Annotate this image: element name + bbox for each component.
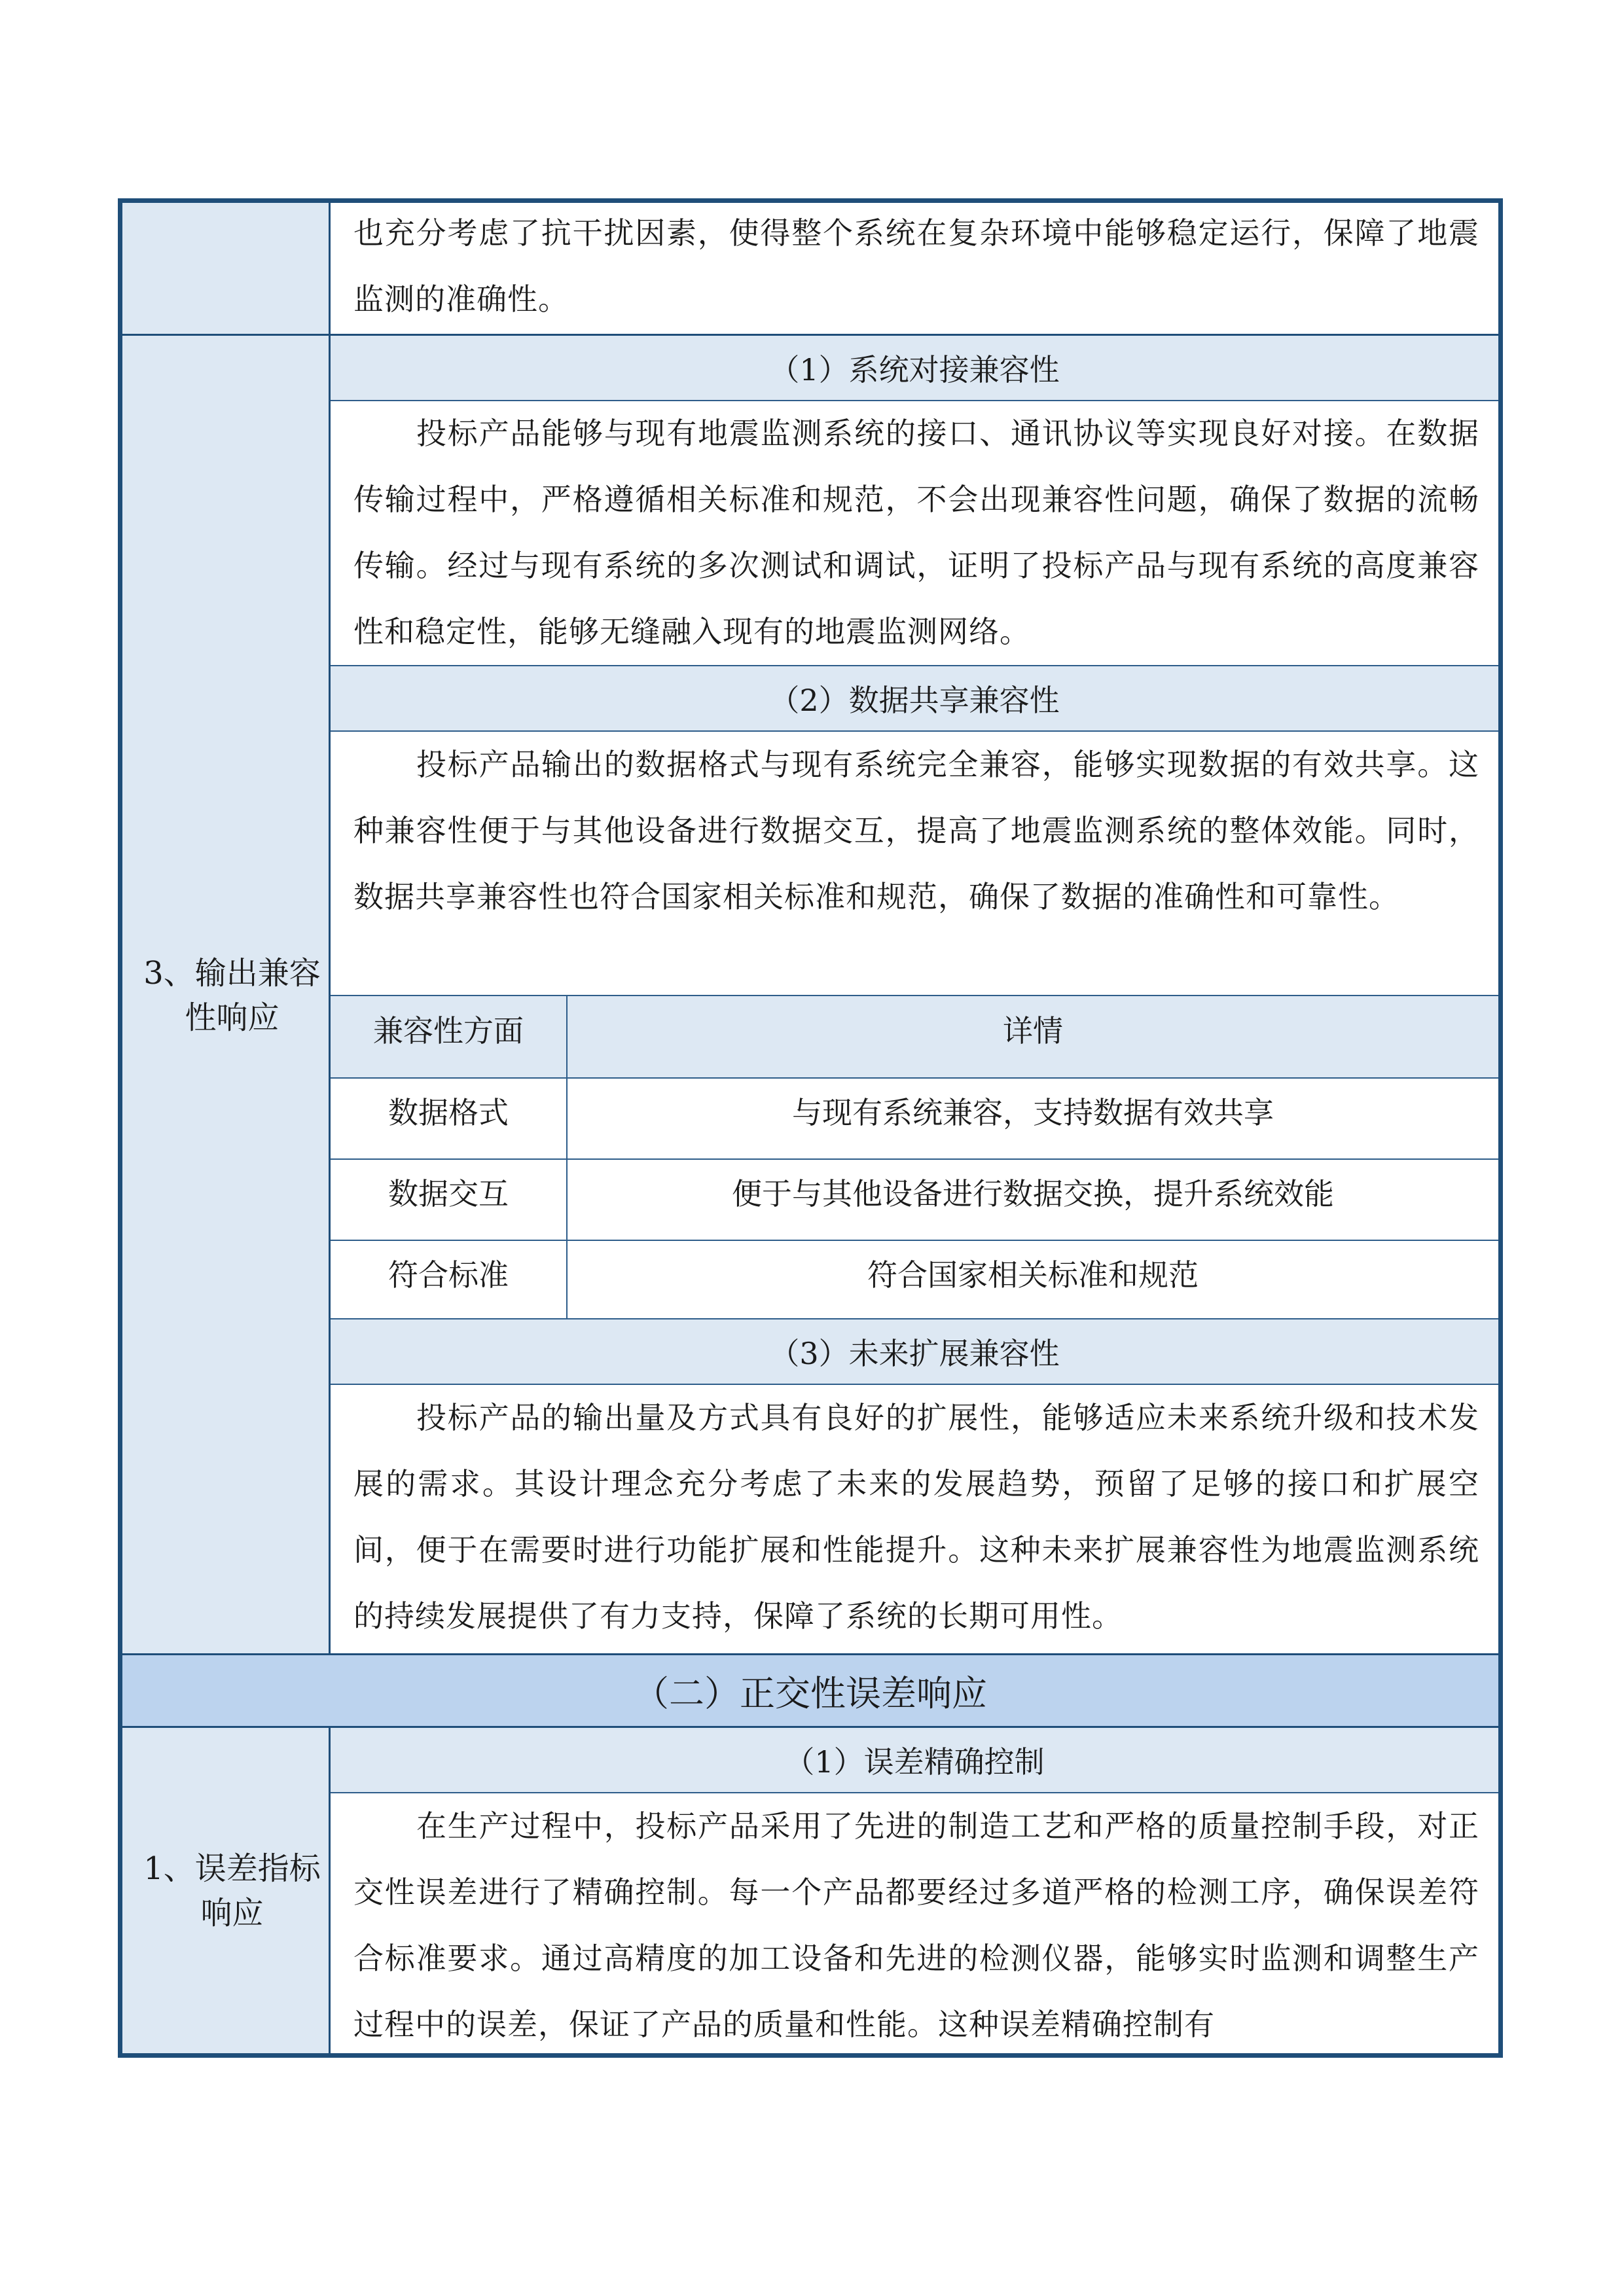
table-row-aspect: 数据格式	[388, 1095, 509, 1130]
continuation-paragraph: 也充分考虑了抗干扰因素，使得整个系统在复杂环境中能够稳定运行，保障了地震监测的准确性。	[353, 215, 1479, 317]
table-row-detail: 符合国家相关标准和规范	[867, 1257, 1199, 1293]
table-row-aspect: 符合标准	[388, 1257, 509, 1293]
subheading-error-control: （1）误差精确控制	[784, 1744, 1045, 1780]
table-row-detail: 便于与其他设备进行数据交换，提升系统效能	[732, 1176, 1334, 1211]
table-row-detail: 与现有系统兼容，支持数据有效共享	[792, 1095, 1274, 1130]
future-expansion-paragraph: 投标产品的输出量及方式具有良好的扩展性，能够适应未来系统升级和技术发展的需求。其设计理念充分考虑了未来的发展趋势，预留了足够的接口和扩展空间，便于在需要时进行功能扩展和性能提升。这种未来扩展兼容性为地震监测系统的持续发展提供了有力支持，保障了系统的长期可用性。	[353, 1400, 1479, 1634]
output-compat-label: 3、输出兼容性响应	[143, 955, 321, 1036]
response-table	[118, 198, 1503, 2058]
left-cell-continuation	[122, 203, 329, 334]
error-response-label: 1、误差指标响应	[143, 1850, 321, 1931]
subheading-future-expansion: （3）未来扩展兼容性	[769, 1336, 1060, 1371]
subheading-data-sharing: （2）数据共享兼容性	[769, 683, 1060, 718]
section2-title: （二）正交性误差响应	[634, 1672, 987, 1714]
subheading-system-docking: （1）系统对接兼容性	[769, 352, 1060, 387]
system-docking-paragraph: 投标产品能够与现有地震监测系统的接口、通讯协议等实现良好对接。在数据传输过程中，严格遵循相关标准和规范，不会出现兼容性问题，确保了数据的流畅传输。经过与现有系统的多次测试和调试，证明了投标产品与现有系统的高度兼容性和稳定性，能够无缝融入现有的地震监测网络。	[353, 416, 1479, 649]
table-header-detail: 详情	[1003, 1013, 1063, 1049]
data-sharing-paragraph: 投标产品输出的数据格式与现有系统完全兼容，能够实现数据的有效共享。这种兼容性便于与其他设备进行数据交互，提高了地震监测系统的整体效能。同时，数据共享兼容性也符合国家相关标准和规范，确保了数据的准确性和可靠性。	[353, 747, 1479, 914]
table-header-aspect: 兼容性方面	[373, 1013, 524, 1049]
error-control-paragraph: 在生产过程中，投标产品采用了先进的制造工艺和严格的质量控制手段，对正交性误差进行了精确控制。每一个产品都要经过多道严格的检测工序，确保误差符合标准要求。通过高精度的加工设备和先进的检测仪器，能够实时监测和调整生产过程中的误差，保证了产品的质量和性能。这种误差精确控制有	[353, 1808, 1479, 2042]
table-row-aspect: 数据交互	[388, 1176, 509, 1211]
